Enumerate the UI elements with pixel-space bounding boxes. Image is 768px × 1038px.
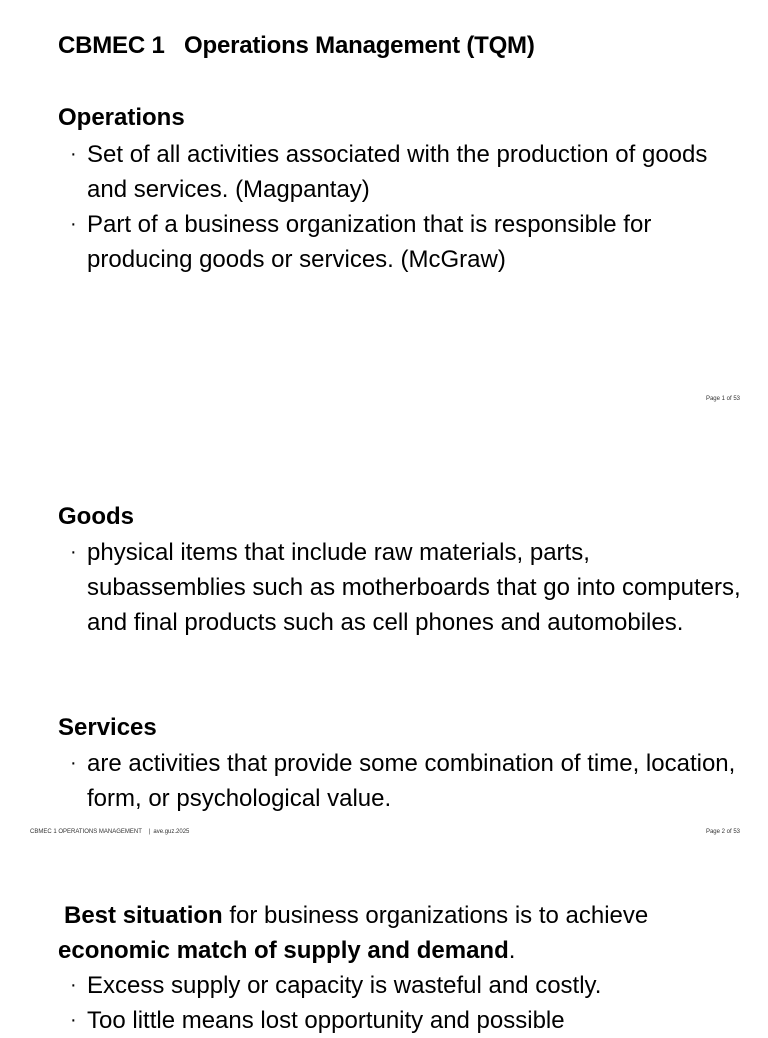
page-number-2: Page 2 of 53 [705, 829, 740, 835]
list-item [66, 1003, 746, 1038]
list-item [66, 137, 746, 207]
bullet-text: Too little means lost opportunity and possible [87, 1007, 565, 1034]
services-bullet-list [66, 746, 746, 816]
bullet-icon: · [70, 541, 77, 563]
supply-demand-paragraph [58, 898, 754, 968]
bullet-text: Part of a business organization that is responsible for producing goods or services. (McGraw) [87, 211, 652, 273]
goods-bullet-list [66, 535, 746, 640]
list-item [66, 746, 746, 816]
bullet-icon: · [70, 974, 77, 996]
bullet-icon: · [70, 1009, 77, 1031]
bullet-icon: · [70, 213, 77, 235]
goods-heading: Goods [58, 503, 134, 530]
operations-heading: Operations [58, 104, 185, 131]
page-number-1: Page 1 of 53 [705, 396, 740, 402]
operations-bullet-list [66, 137, 746, 277]
bullet-text: are activities that provide some combination of time, location, form, or psychological value. [87, 750, 736, 812]
footer-left: CBMEC 1 OPERATIONS MANAGEMENT | ave.guz.2025 [30, 829, 190, 835]
list-item [66, 207, 746, 277]
bullet-text: Excess supply or capacity is wasteful and costly. [87, 972, 602, 999]
bullet-text: physical items that include raw materials, parts, subassemblies such as motherboards that go into computers, and final products such as cell phones and automobiles. [87, 539, 741, 636]
services-heading: Services [58, 714, 157, 741]
list-item [66, 968, 746, 1003]
para-period: . [508, 937, 516, 964]
supply-bullet-list [66, 968, 746, 1038]
bullet-icon: · [70, 143, 77, 165]
bullet-icon: · [70, 752, 77, 774]
economic-match-text: economic match of supply and demand [58, 937, 509, 964]
bullet-text: Set of all activities associated with the production of goods and services. (Magpantay) [87, 141, 708, 203]
list-item [66, 535, 746, 640]
para-text: for business organizations is to achieve [222, 902, 649, 929]
title: CBMEC 1 Operations Management (TQM) [58, 32, 535, 59]
best-situation-text: Best situation [64, 902, 223, 929]
